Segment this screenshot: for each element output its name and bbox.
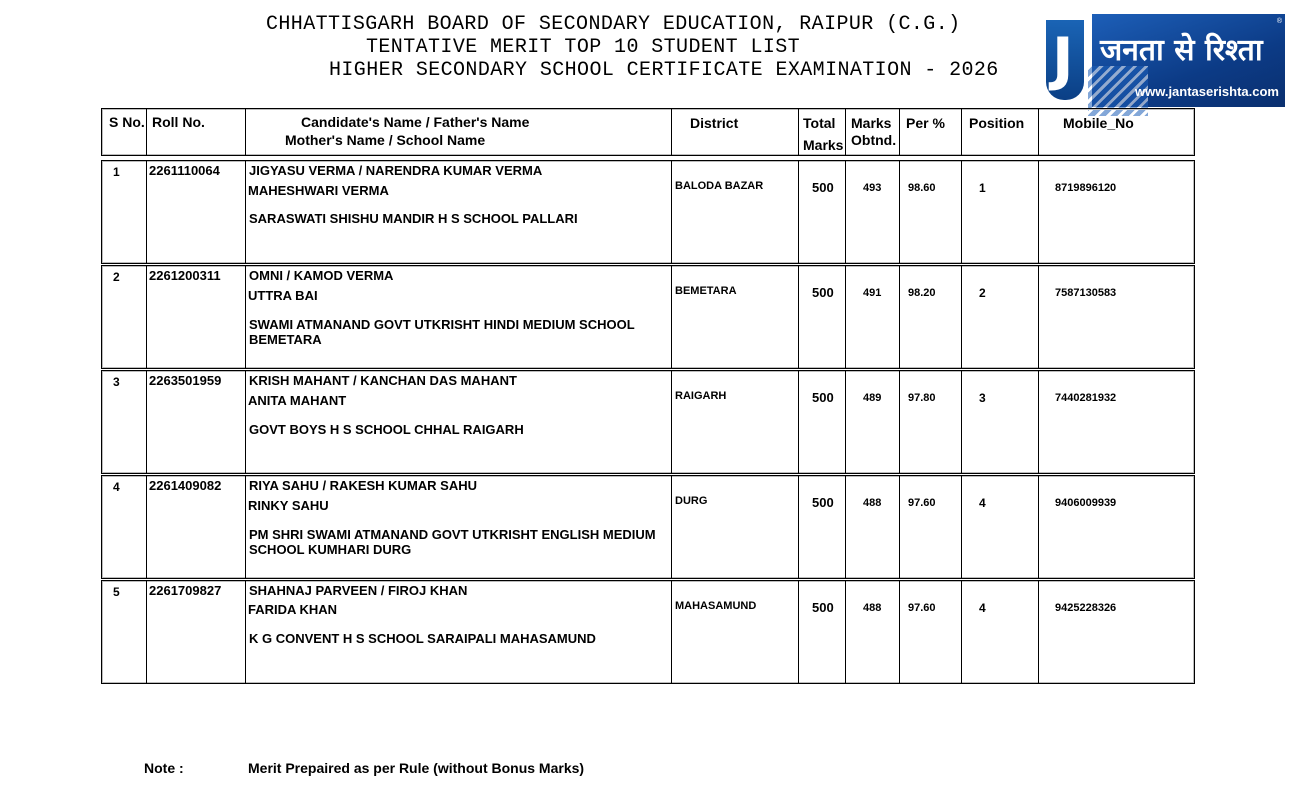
row-candidate-father: JIGYASU VERMA / NARENDRA KUMAR VERMA xyxy=(249,163,543,178)
row-obtained: 488 xyxy=(863,602,882,614)
row-sno: 3 xyxy=(113,375,120,389)
row-mother: ANITA MAHANT xyxy=(248,393,347,408)
col-per: Per % xyxy=(906,115,945,131)
col-name-line1: Candidate's Name / Father's Name xyxy=(301,114,530,130)
jantaserishta-logo xyxy=(1040,14,1285,107)
col-marks-line2: Obtnd. xyxy=(851,132,897,148)
row-sno: 1 xyxy=(113,165,120,179)
row-school: SWAMI ATMANAND GOVT UTKRISHT HINDI MEDIUM SCHOOL BEMETARA xyxy=(249,317,635,347)
row-sno: 2 xyxy=(113,270,120,284)
note-text: Merit Prepaired as per Rule (without Bonus Marks) xyxy=(248,760,585,776)
row-candidate-father: OMNI / KAMOD VERMA xyxy=(249,268,394,283)
row-total: 500 xyxy=(812,285,834,300)
row-per: 98.20 xyxy=(908,287,936,299)
logo-banner: ® जनता से रिश्ता www.jantaserishta.com xyxy=(1092,14,1285,107)
row-school: PM SHRI SWAMI ATMANAND GOVT UTKRISHT ENGLISH MEDIUM SCHOOL KUMHARI DURG xyxy=(249,527,656,557)
row-mobile: 9406009939 xyxy=(1055,497,1117,509)
row-district: RAIGARH xyxy=(675,390,727,402)
col-mobile: Mobile_No xyxy=(1063,115,1134,131)
table-header xyxy=(101,108,1195,156)
list-title: TENTATIVE MERIT TOP 10 STUDENT LIST xyxy=(366,36,801,59)
board-title: CHHATTISGARH BOARD OF SECONDARY EDUCATION, RAIPUR (C.G.) xyxy=(266,13,961,36)
row-district: DURG xyxy=(675,495,708,507)
row-per: 97.60 xyxy=(908,602,936,614)
row-obtained: 489 xyxy=(863,392,882,404)
col-district: District xyxy=(690,115,739,131)
row-district: BALODA BAZAR xyxy=(675,180,764,192)
row-obtained: 493 xyxy=(863,182,882,194)
col-name-line2: Mother's Name / School Name xyxy=(285,132,486,148)
row-candidate-father: KRISH MAHANT / KANCHAN DAS MAHANT xyxy=(249,373,517,388)
row-school: GOVT BOYS H S SCHOOL CHHAL RAIGARH xyxy=(249,422,524,437)
row-school: K G CONVENT H S SCHOOL SARAIPALI MAHASAMUND xyxy=(249,631,596,646)
row-total: 500 xyxy=(812,600,834,615)
logo-url: www.jantaserishta.com xyxy=(1134,84,1279,99)
row-per: 97.80 xyxy=(908,392,936,404)
logo-hindi-text: जनता से रिश्ता xyxy=(1100,33,1263,68)
col-total-line1: Total xyxy=(803,115,836,131)
row-position: 2 xyxy=(979,286,986,300)
row-candidate-father: RIYA SAHU / RAKESH KUMAR SAHU xyxy=(249,478,478,493)
row-mobile: 7440281932 xyxy=(1055,392,1117,404)
row-sno: 5 xyxy=(113,585,120,599)
row-total: 500 xyxy=(812,180,834,195)
row-mobile: 9425228326 xyxy=(1055,602,1117,614)
row-position: 4 xyxy=(979,601,986,615)
row-roll: 2261709827 xyxy=(149,583,222,598)
row-roll: 2261409082 xyxy=(149,478,222,493)
row-mobile: 7587130583 xyxy=(1055,287,1117,299)
row-district: MAHASAMUND xyxy=(675,600,757,612)
row-per: 97.60 xyxy=(908,497,936,509)
row-position: 3 xyxy=(979,391,986,405)
row-roll: 2261200311 xyxy=(149,268,221,283)
col-position: Position xyxy=(969,115,1025,131)
row-sno: 4 xyxy=(113,480,120,494)
row-mother: FARIDA KHAN xyxy=(248,602,338,617)
row-mother: UTTRA BAI xyxy=(248,288,318,303)
logo-j-mark: J xyxy=(1040,16,1092,104)
row-total: 500 xyxy=(812,390,834,405)
col-roll: Roll No. xyxy=(152,114,205,130)
col-marks-line1: Marks xyxy=(851,115,892,131)
row-per: 98.60 xyxy=(908,182,936,194)
note-label: Note : xyxy=(144,760,184,776)
row-roll: 2261110064 xyxy=(149,163,220,178)
row-mother: RINKY SAHU xyxy=(248,498,329,513)
col-total-line2: Marks xyxy=(803,137,844,153)
row-position: 1 xyxy=(979,181,986,195)
row-total: 500 xyxy=(812,495,834,510)
row-position: 4 xyxy=(979,496,986,510)
col-sno: S No. xyxy=(109,114,145,130)
row-obtained: 491 xyxy=(863,287,882,299)
row-roll: 2263501959 xyxy=(149,373,222,388)
row-district: BEMETARA xyxy=(675,285,737,297)
row-school: SARASWATI SHISHU MANDIR H S SCHOOL PALLARI xyxy=(249,211,578,226)
row-candidate-father: SHAHNAJ PARVEEN / FIROJ KHAN xyxy=(249,583,468,598)
row-mother: MAHESHWARI VERMA xyxy=(248,183,389,198)
exam-title: HIGHER SECONDARY SCHOOL CERTIFICATE EXAMINATION - 2026 xyxy=(329,59,999,82)
row-obtained: 488 xyxy=(863,497,882,509)
row-mobile: 8719896120 xyxy=(1055,182,1117,194)
